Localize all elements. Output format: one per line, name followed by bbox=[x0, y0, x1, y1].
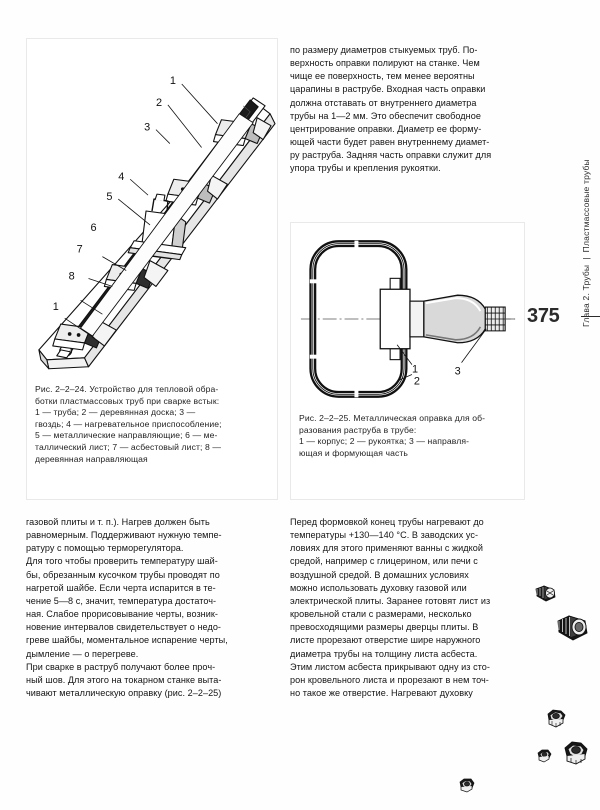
text-line: центрирование оправки. Диаметр ее форму- bbox=[290, 123, 482, 134]
figure-caption-2-2-24 bbox=[27, 384, 277, 465]
text-line: ющей части будет равен внутреннему диамет- bbox=[290, 137, 490, 148]
text-line: бы, обрезанным кусочком трубы проводят по bbox=[26, 569, 220, 580]
figure-callout-4: 4 bbox=[118, 171, 125, 184]
figure-callout-3: 3 bbox=[144, 121, 151, 134]
page-rail bbox=[525, 0, 600, 810]
caption-line: 1 — труба; 2 — деревянная доска; 3 — bbox=[35, 407, 196, 418]
figure-callout-6: 6 bbox=[90, 221, 97, 234]
figure-callout-5: 5 bbox=[106, 191, 113, 204]
text-line: ловиях для этого применяют ванны с жидкой bbox=[290, 543, 484, 554]
hex-nut-illustration-large bbox=[562, 740, 589, 765]
caption-line: 5 — металлические направляющие; 6 — ме- bbox=[35, 430, 218, 441]
caption-line: Рис. 2–2–25. Металлическая оправка для об- bbox=[299, 413, 486, 423]
text-line: кровельной стали с размерами, несколько bbox=[290, 609, 472, 620]
text-line: ный шов. Для этого на токарном станке выта- bbox=[26, 674, 222, 685]
caption-line: разования раструба в трубе: bbox=[299, 424, 417, 435]
text-line: диаметра трубы на толщину листа асбеста. bbox=[290, 648, 478, 659]
figure-block-2-2-25 bbox=[290, 222, 525, 500]
paragraph bbox=[26, 555, 278, 660]
figure-caption-2-2-25 bbox=[291, 413, 524, 459]
paragraph bbox=[26, 661, 278, 700]
figure-callout-7: 7 bbox=[76, 243, 83, 256]
text-line: верхность оправки полируют на станке. Чем bbox=[290, 58, 480, 69]
text-line: по размеру диаметров стыкуемых труб. По- bbox=[290, 45, 478, 55]
paragraph bbox=[290, 516, 526, 700]
figure-callout-1: 1 bbox=[169, 75, 176, 88]
text-line: равномерным. Поддерживают нужную темпе- bbox=[26, 530, 222, 541]
running-head bbox=[581, 67, 591, 327]
body-column-bottom-right bbox=[290, 516, 526, 700]
screw-illustration-small bbox=[534, 584, 558, 604]
text-line: трубы на 1—2 мм. Это обеспечит свободное bbox=[290, 110, 481, 121]
text-line: превосходящими размеры дверцы плиты. В bbox=[290, 622, 479, 633]
text-line: рон кровельного листа и прорезают в нем точ- bbox=[290, 674, 489, 685]
hex-nut-illustration-bottom bbox=[458, 777, 476, 793]
figure-callout-1b: 1 bbox=[52, 301, 59, 314]
running-head-section: Пластмассовые трубы bbox=[581, 159, 591, 253]
screw-illustration-large bbox=[556, 613, 590, 643]
text-line: должна отставать от внутреннего диаметра bbox=[290, 97, 477, 108]
text-line: чение 5—8 с, значит, температура достаточ- bbox=[26, 595, 217, 606]
caption-line: ботки пластмассовых труб при сварке встык: bbox=[35, 395, 220, 406]
figure-callout-2: 2 bbox=[413, 375, 421, 388]
text-line: греве шайбы, моментальное испарение черты, bbox=[26, 635, 228, 646]
text-line: воздушной средой. В домашних условиях bbox=[290, 569, 469, 580]
text-line: можно использовать духовку газовой или bbox=[290, 582, 467, 593]
text-line: Для того чтобы проверить температуру шай- bbox=[26, 556, 218, 567]
body-column-top-right bbox=[290, 44, 526, 176]
caption-line: ющая и формующая часть bbox=[299, 447, 408, 458]
figure-callout-1: 1 bbox=[411, 363, 419, 376]
text-line: но такое же отверстие. Нагревают духовку bbox=[290, 688, 473, 699]
text-line: царапины в раструбе. Входная часть оправки bbox=[290, 84, 486, 95]
caption-line: гвоздь; 4 — нагревательное приспособление; bbox=[35, 418, 222, 429]
text-line: новение интервалов свидетельствует о недо- bbox=[26, 622, 222, 633]
running-head-separator: | bbox=[581, 257, 591, 260]
text-line: ратуру с помощью терморегулятора. bbox=[26, 543, 184, 554]
text-line: ру раструба. Задняя часть оправки служит для bbox=[290, 150, 492, 161]
text-line: листе прорезают отверстие шире наружного bbox=[290, 635, 481, 646]
text-line: Перед формовкой конец трубы нагревают до bbox=[290, 517, 484, 527]
text-line: Этим листом асбеста прикрывают одну из сто- bbox=[290, 661, 490, 672]
caption-line: 1 — корпус; 2 — рукоятка; 3 — направля- bbox=[299, 436, 470, 447]
metal-mandrel-for-socket-forming-drawing bbox=[291, 223, 524, 413]
figure-callout-3: 3 bbox=[454, 365, 461, 378]
paragraph bbox=[26, 516, 278, 555]
body-column-bottom-left bbox=[26, 516, 278, 700]
running-head-chapter: Глава 2. Трубы bbox=[581, 264, 591, 327]
text-line: При сварке в раструб получают более проч- bbox=[26, 661, 216, 672]
figure-callout-8: 8 bbox=[68, 270, 75, 283]
text-line: нагретой шайбе. Если черта испарится в те- bbox=[26, 582, 216, 593]
text-line: средой, например с глицерином, или печи с bbox=[290, 556, 478, 567]
figure-block-2-2-24 bbox=[26, 38, 278, 500]
caption-line: деревянная направляющая bbox=[35, 453, 148, 464]
butt-welding-heat-treatment-rig-drawing bbox=[27, 39, 277, 384]
page-number: 375 bbox=[527, 305, 560, 327]
text-line: дымление — о перегреве. bbox=[26, 648, 139, 659]
caption-line: Рис. 2–2–24. Устройство для тепловой обра- bbox=[35, 384, 219, 394]
text-line: температуры +130—140 °С. В заводских ус- bbox=[290, 530, 479, 541]
text-line: ная. Слабое прорисовывание черты, возник- bbox=[26, 609, 218, 620]
text-line: чище ее поверхность, тем менее вероятны bbox=[290, 71, 475, 82]
text-line: электрической плиты. Заранее готовят лист из bbox=[290, 595, 491, 606]
text-line: чивают металлическую оправку (рис. 2–2–25) bbox=[26, 688, 222, 699]
hex-nut-illustration-top bbox=[545, 708, 567, 728]
hex-nut-illustration-small bbox=[536, 748, 553, 763]
paragraph bbox=[290, 44, 526, 176]
caption-line: таллический лист; 7 — асбестовый лист; 8 — bbox=[35, 441, 222, 452]
text-line: газовой плиты и т. п.). Нагрев должен быть bbox=[26, 517, 210, 527]
figure-callout-2: 2 bbox=[155, 96, 163, 109]
text-line: упора трубы и крепления рукоятки. bbox=[290, 163, 441, 174]
